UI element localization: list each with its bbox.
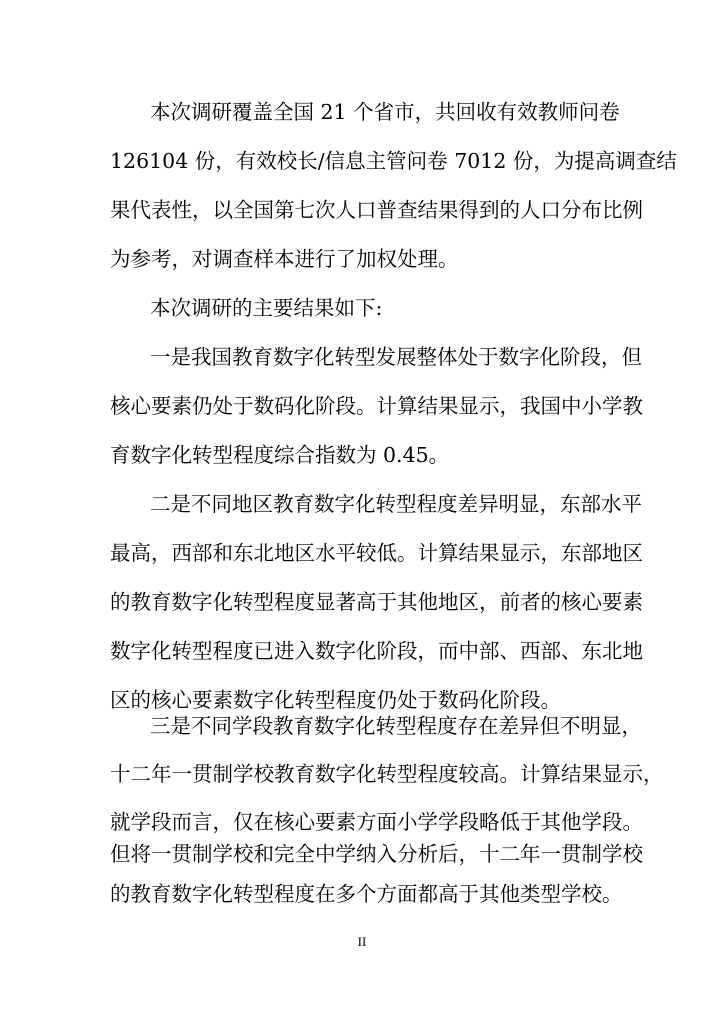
paragraph-4-line-4: 数字化转型程度已进入数字化阶段，而中部、西部、东北地 <box>110 639 643 663</box>
paragraph-3-line-2: 核心要素仍处于数码化阶段。计算结果显示，我国中小学教 <box>110 394 643 418</box>
paragraph-4-line-1: 二是不同地区教育数字化转型程度差异明显，东部水平 <box>150 492 642 516</box>
paragraph-4-line-3: 的教育数字化转型程度显著高于其他地区，前者的核心要素 <box>110 590 643 614</box>
paragraph-1-line-1: 本次调研覆盖全国 21 个省市，共回收有效教师问卷 <box>150 100 620 124</box>
page-number: II <box>357 934 367 949</box>
paragraph-5-line-3: 就学段而言，仅在核心要素方面小学学段略低于其他学段。 <box>110 810 643 834</box>
paragraph-2-line-1: 本次调研的主要结果如下: <box>150 296 383 320</box>
paragraph-3-line-1: 一是我国教育数字化转型发展整体处于数字化阶段，但 <box>150 345 642 369</box>
paragraph-5-line-4: 但将一贯制学校和完全中学纳入分析后，十二年一贯制学校 <box>110 842 643 866</box>
paragraph-4-line-5: 区的核心要素数字化转型程度仍处于数码化阶段。 <box>110 688 561 712</box>
paragraph-1-line-4: 为参考，对调查样本进行了加权处理。 <box>110 247 459 271</box>
paragraph-3-line-3: 育数字化转型程度综合指数为 0.45。 <box>110 443 450 467</box>
paragraph-5-line-5: 的教育数字化转型程度在多个方面都高于其他类型学校。 <box>110 882 623 906</box>
paragraph-5-line-2: 十二年一贯制学校教育数字化转型程度较高。计算结果显示， <box>110 762 664 786</box>
paragraph-1-line-2: 126104 份，有效校长/信息主管问卷 7012 份，为提高调查结 <box>110 149 677 173</box>
paragraph-5-line-1: 三是不同学段教育数字化转型程度存在差异但不明显， <box>150 714 642 738</box>
paragraph-1-line-3: 果代表性，以全国第七次人口普查结果得到的人口分布比例 <box>110 198 643 222</box>
paragraph-4-line-2: 最高，西部和东北地区水平较低。计算结果显示，东部地区 <box>110 541 643 565</box>
